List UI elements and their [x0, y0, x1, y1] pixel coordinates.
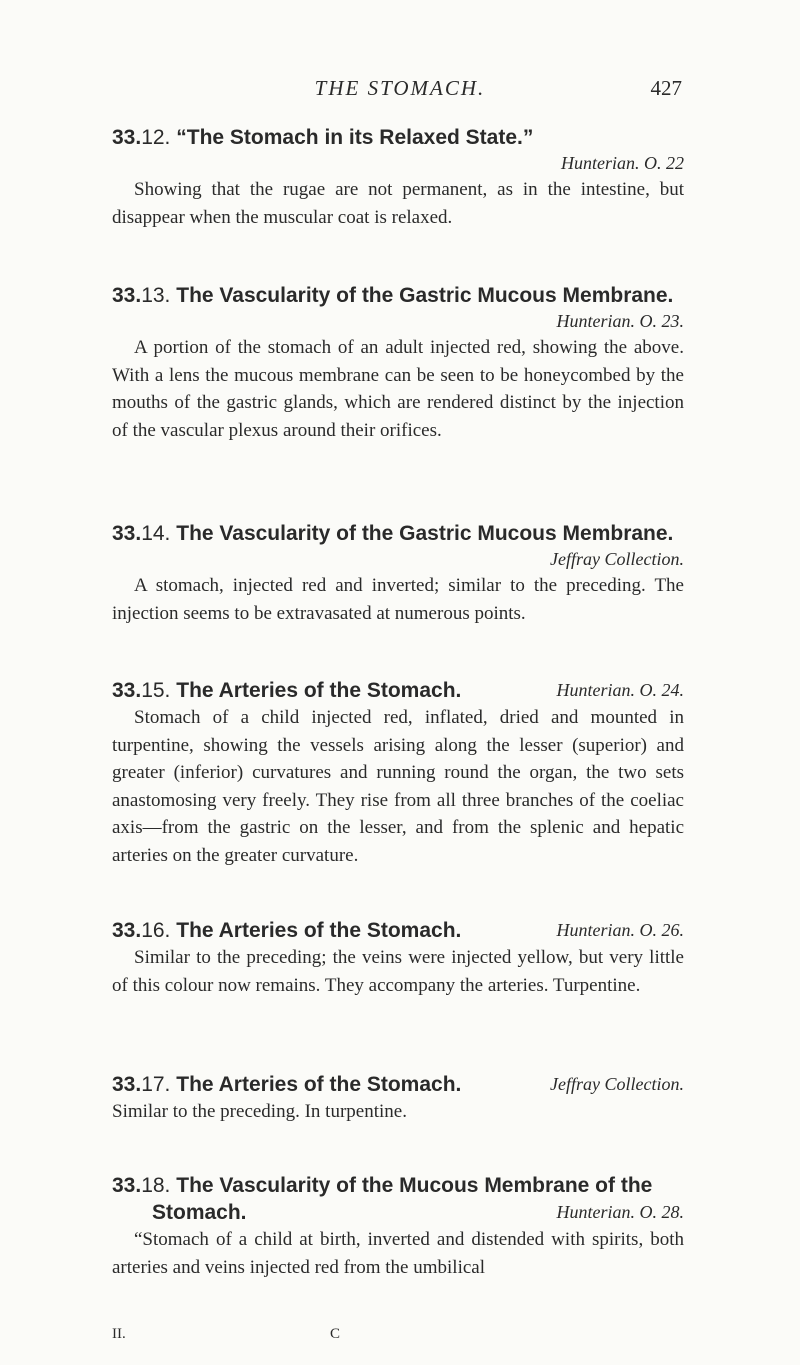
section-number: 33.	[112, 1174, 142, 1197]
entry-heading	[112, 1172, 684, 1199]
entry-heading	[112, 124, 684, 151]
entry-description: Similar to the preceding. In turpentine.	[112, 1101, 407, 1122]
entry-source: Jeffray Collection.	[550, 549, 684, 569]
entry-heading-continued	[112, 1199, 684, 1226]
entry-heading	[112, 917, 684, 944]
item-number: 18.	[141, 1174, 171, 1197]
entry-description: A stomach, injected red and inverted; similar to the preceding. The injection seems to be extravasated at numerous points.	[112, 575, 684, 624]
entry-heading	[112, 677, 684, 704]
entry-source: Hunterian. O. 24.	[556, 680, 684, 700]
section-number: 33.	[112, 919, 142, 942]
entry-title: The Vascularity of the Mucous Membrane of the	[176, 1174, 653, 1197]
section-number: 33.	[112, 679, 142, 702]
item-number: 14.	[141, 522, 171, 545]
entry-title: The Arteries of the Stomach.	[176, 1073, 462, 1096]
catalogue-entry	[112, 917, 684, 999]
entry-title: The Arteries of the Stomach.	[176, 919, 462, 942]
entry-description: A portion of the stomach of an adult injected red, showing the above. With a lens the mucous membrane can be seen to be honeycombed by the mouths of the gastric glands, which are rendered distinct by the injection of the vascular plexus around their orifices.	[112, 337, 684, 441]
gathering-mark: C	[330, 1326, 341, 1342]
running-title: THE STOMACH.	[314, 76, 486, 100]
section-number: 33.	[112, 522, 142, 545]
entry-title: “The Stomach in its Relaxed State.”	[176, 126, 534, 149]
running-header	[0, 76, 800, 108]
entry-description: “Stomach of a child at birth, inverted and distended with spirits, both arteries and veins injected red from the umbilical	[112, 1229, 684, 1278]
entry-heading	[112, 282, 684, 309]
page-number: 427	[650, 76, 682, 100]
section-number: 33.	[112, 126, 142, 149]
catalogue-entry	[112, 520, 684, 627]
entry-source: Hunterian. O. 26.	[556, 920, 684, 940]
entry-heading	[112, 520, 684, 547]
catalogue-entry	[112, 1172, 684, 1281]
catalogue-entry	[112, 677, 684, 869]
entry-title: The Vascularity of the Gastric Mucous Membrane.	[176, 522, 674, 545]
entry-source: Hunterian. O. 28.	[556, 1202, 684, 1222]
signature-mark: II.	[112, 1326, 126, 1342]
catalogue-entry	[112, 124, 684, 231]
entry-description: Showing that the rugae are not permanent, as in the intestine, but disappear when the muscular coat is relaxed.	[112, 179, 684, 228]
item-number: 15.	[141, 679, 171, 702]
item-number: 13.	[141, 284, 171, 307]
entry-title-continued: Stomach.	[152, 1201, 247, 1224]
catalogue-entry	[112, 282, 684, 444]
entry-title: The Vascularity of the Gastric Mucous Membrane.	[176, 284, 674, 307]
entry-description: Similar to the preceding; the veins were injected yellow, but very little of this colour now remains. They accompany the arteries. Turpentine.	[112, 947, 684, 996]
entry-title: The Arteries of the Stomach.	[176, 679, 462, 702]
entry-description: Stomach of a child injected red, inflated, dried and mounted in turpentine, showing the vessels arising along the lesser (superior) and greater (inferior) curvatures and running round the organ, the two sets anastomosing very freely. They rise from all three branches of the coeliac axis—from the gastric on the lesser, and from the splenic and hepatic arteries on the greater curvature.	[112, 707, 684, 866]
section-number: 33.	[112, 284, 142, 307]
item-number: 17.	[141, 1073, 171, 1096]
section-number: 33.	[112, 1073, 142, 1096]
item-number: 12.	[141, 126, 171, 149]
entry-heading	[112, 1071, 684, 1098]
catalogue-entry	[112, 1071, 684, 1126]
entry-source: Hunterian. O. 23.	[556, 311, 684, 331]
entry-source: Hunterian. O. 22	[561, 153, 684, 173]
entry-source: Jeffray Collection.	[550, 1074, 684, 1094]
item-number: 16.	[141, 919, 171, 942]
